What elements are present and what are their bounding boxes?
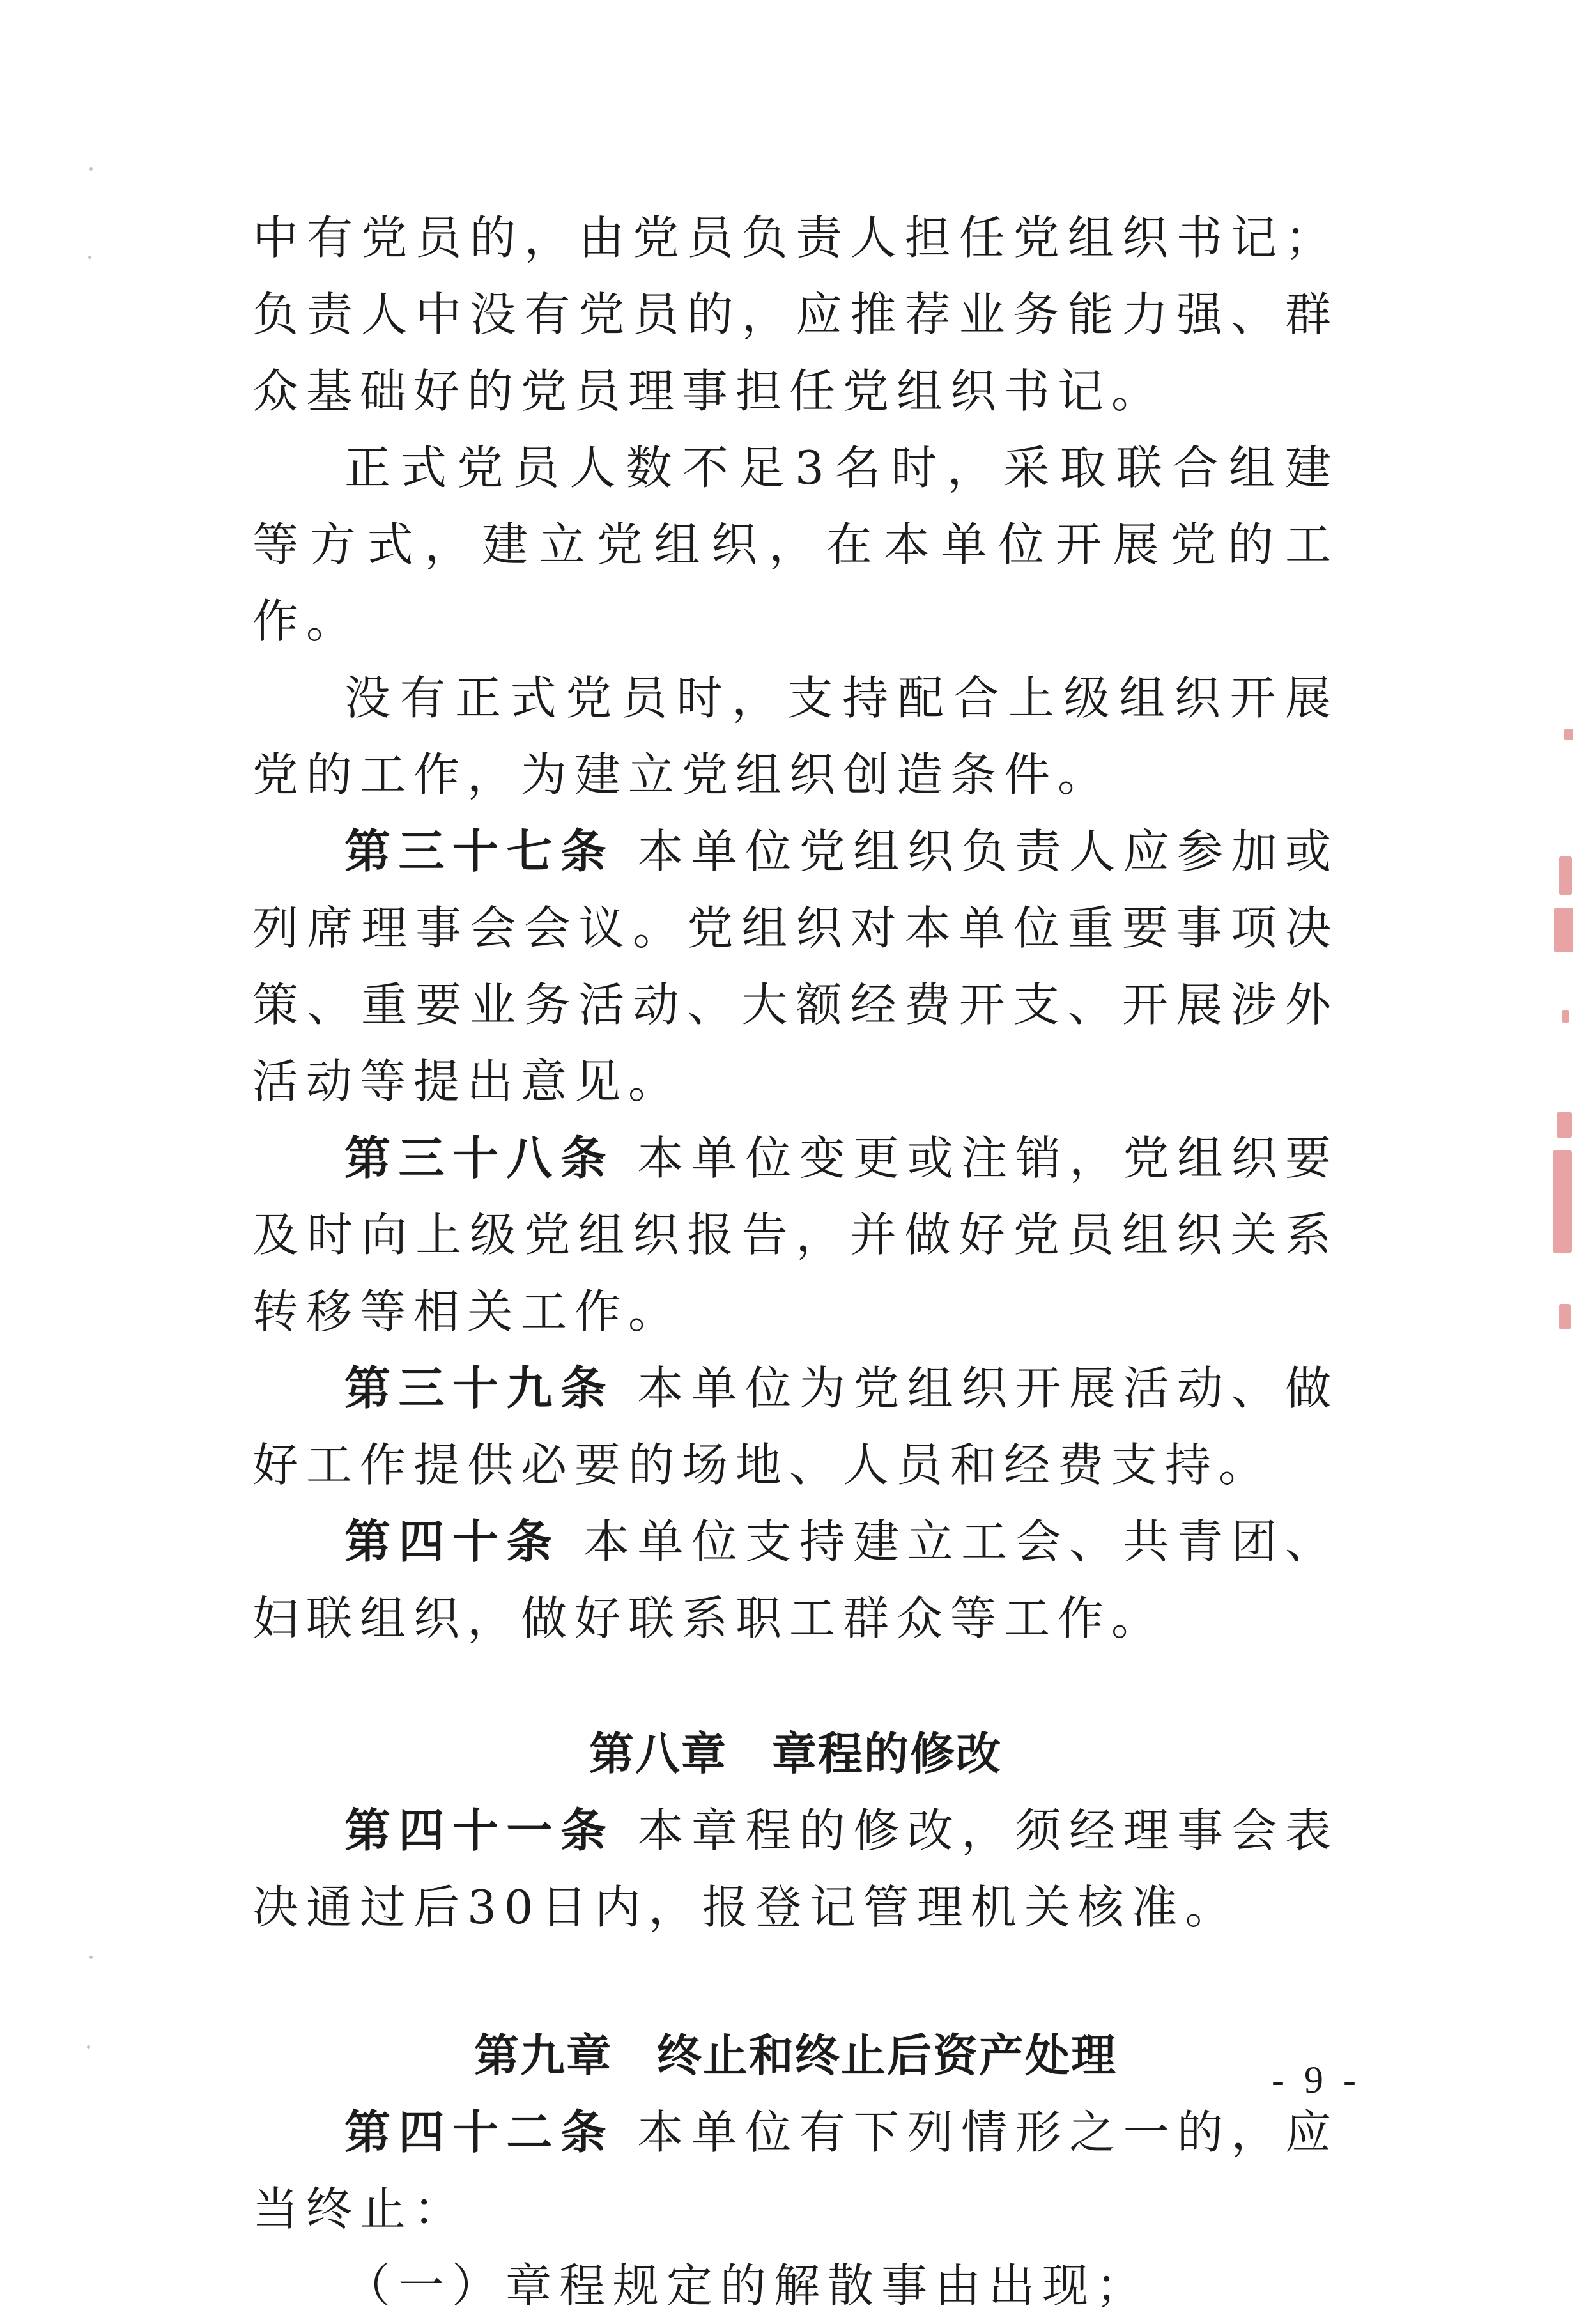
scan-speck: [89, 1956, 93, 1959]
seal-fragment: [1559, 1304, 1571, 1329]
paragraph-text: 本单位变更或注销，党组织要及时向上级党组织报告，并做好党员组织关系转移等相关工作。: [252, 1131, 1339, 1338]
paragraph-text: 中有党员的，由党员负责人担任党组织书记；负责人中没有党员的，应推荐业务能力强、群众基础好的党员理事担任党组织书记。: [252, 211, 1339, 418]
chapter-title: 终止和终止后资产处理: [657, 2029, 1117, 2082]
scan-speck: [89, 167, 93, 171]
page-number: - 9 -: [1272, 2059, 1361, 2101]
article-paragraph: [252, 1503, 1339, 1657]
article-label: 第四十一条: [344, 1804, 615, 1857]
seal-fragment: [1564, 729, 1573, 740]
body-paragraph: [252, 199, 1339, 430]
scan-speck: [88, 256, 91, 259]
article-label: 第三十八条: [344, 1131, 615, 1185]
body-paragraph: [252, 430, 1339, 660]
article-block-chapter-8: [252, 1792, 1339, 1946]
body-paragraph: [252, 660, 1339, 813]
seal-fragment: [1562, 1010, 1569, 1023]
seal-fragment: [1559, 856, 1572, 895]
paragraph-text: 本单位党组织负责人应参加或列席理事会会议。党组织对本单位重要事项决策、重要业务活动、大额经费开支、开展涉外活动等提出意见。: [252, 825, 1339, 1108]
chapter-heading-9: [252, 2017, 1339, 2094]
seal-fragment: [1553, 1150, 1572, 1253]
article-paragraph: [252, 1120, 1339, 1350]
paragraph-text: 本单位支持建立工会、共青团、妇联组织，做好联系职工群众等工作。: [252, 1515, 1339, 1645]
article-paragraph: [252, 1792, 1339, 1946]
document-body: [252, 199, 1339, 2324]
article-label: 第四十二条: [344, 2105, 615, 2159]
article-paragraph: [252, 1350, 1339, 1503]
body-paragraph: [252, 2247, 1339, 2324]
article-block-party-organization: [252, 199, 1339, 1657]
chapter-title: 章程的修改: [772, 1728, 1002, 1780]
paragraph-text: （一）章程规定的解散事由出现；: [344, 2259, 1150, 2312]
paragraph-text: 没有正式党员时，支持配合上级组织开展党的工作，为建立党组织创造条件。: [252, 671, 1339, 802]
article-label: 第三十七条: [344, 825, 615, 878]
paragraph-text: 本单位为党组织开展活动、做好工作提供必要的场地、人员和经费支持。: [252, 1361, 1339, 1492]
chapter-heading-8: [252, 1716, 1339, 1792]
paragraph-text: 本单位有下列情形之一的，应当终止：: [252, 2105, 1339, 2236]
seal-fragment: [1557, 1112, 1572, 1138]
chapter-number: 第八章: [589, 1728, 727, 1780]
article-label: 第三十九条: [344, 1361, 615, 1415]
paragraph-text: 正式党员人数不足3名时，采取联合组建等方式，建立党组织，在本单位开展党的工作。: [252, 441, 1339, 648]
paragraph-text: 本章程的修改，须经理事会表决通过后30日内，报登记管理机关核准。: [252, 1804, 1339, 1934]
article-label: 第四十条: [344, 1515, 560, 1569]
article-paragraph: [252, 2094, 1339, 2247]
chapter-number: 第九章: [474, 2029, 612, 2082]
seal-fragment: [1554, 908, 1573, 952]
article-block-chapter-9: [252, 2094, 1339, 2324]
scan-speck: [87, 2045, 90, 2049]
article-paragraph: [252, 813, 1339, 1120]
